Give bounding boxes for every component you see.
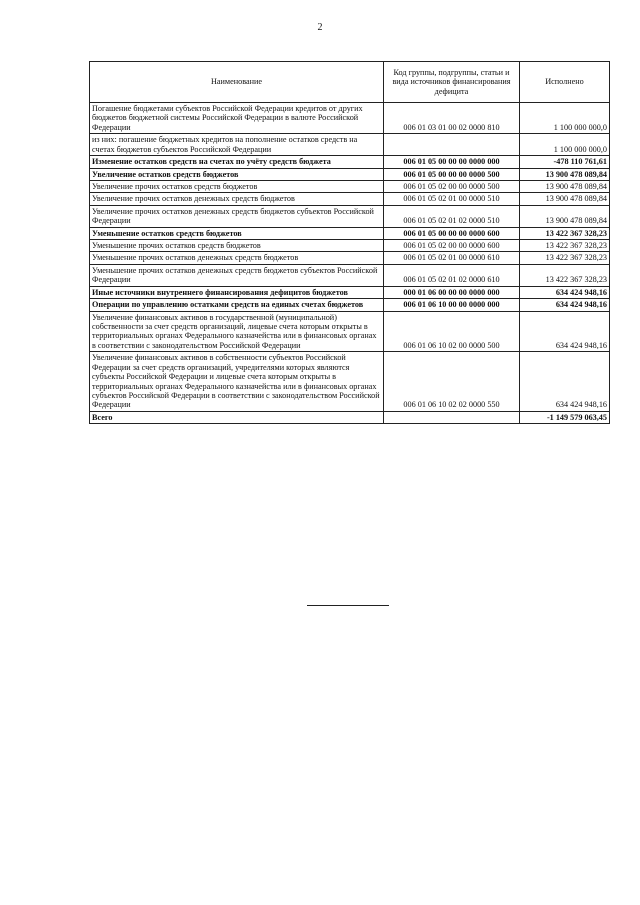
row-name: Увеличение прочих остатков денежных средств бюджетов субъектов Российской Федерации <box>90 205 384 227</box>
row-name: Иные источники внутреннего финансирования дефицитов бюджетов <box>90 286 384 298</box>
row-name: Увеличение финансовых активов в собственности субъектов Российской Федерации за счет средств организаций, учредителями которых являются субъекты Российской Федерации и лицевые счета которым открыты в территориальных органах Федерального казначейства или в финансовых органах субъектов Российской Федерации в соответствии с законодательством Российской Федерации <box>90 352 384 412</box>
table-row <box>90 227 610 239</box>
row-value: 13 900 478 089,84 <box>520 193 610 205</box>
row-value: 13 900 478 089,84 <box>520 205 610 227</box>
row-code <box>384 411 520 423</box>
table-row <box>90 205 610 227</box>
row-code: 006 01 06 10 00 00 0000 000 <box>384 299 520 311</box>
row-code: 006 01 05 00 00 00 0000 500 <box>384 168 520 180</box>
table-row <box>90 311 610 352</box>
row-value: -1 149 579 063,45 <box>520 411 610 423</box>
row-value: 13 422 367 328,23 <box>520 264 610 286</box>
table-row <box>90 193 610 205</box>
row-name: Уменьшение прочих остатков денежных средств бюджетов <box>90 252 384 264</box>
table-row <box>90 411 610 423</box>
signature-line <box>307 605 389 606</box>
row-code: 006 01 05 02 00 00 0000 600 <box>384 240 520 252</box>
row-name: Изменение остатков средств на счетах по учёту средств бюджета <box>90 156 384 168</box>
table-row <box>90 264 610 286</box>
row-value: 13 900 478 089,84 <box>520 180 610 192</box>
table-header-row <box>90 62 610 103</box>
row-name: Уменьшение прочих остатков средств бюджетов <box>90 240 384 252</box>
table-row <box>90 134 610 156</box>
row-name: Увеличение финансовых активов в государственной (муниципальной) собственности за счет средств организаций, лицевые счета которым открыты в территориальных органах Федерального казначейства или в финансовых органах в соответствии с законодательством Российской Федерации <box>90 311 384 352</box>
row-value: 634 424 948,16 <box>520 286 610 298</box>
table-row <box>90 352 610 412</box>
table-body <box>90 103 610 424</box>
row-code: 006 01 05 02 01 00 0000 610 <box>384 252 520 264</box>
row-code: 006 01 06 10 02 00 0000 500 <box>384 311 520 352</box>
table-row <box>90 299 610 311</box>
table-row <box>90 252 610 264</box>
row-value: 13 900 478 089,84 <box>520 168 610 180</box>
row-name: Уменьшение прочих остатков денежных средств бюджетов субъектов Российской Федерации <box>90 264 384 286</box>
row-name: Увеличение остатков средств бюджетов <box>90 168 384 180</box>
row-value: 634 424 948,16 <box>520 311 610 352</box>
header-code: Код группы, подгруппы, статьи и вида источников финансирования дефицита <box>384 62 520 103</box>
table-row <box>90 240 610 252</box>
header-value: Исполнено <box>520 62 610 103</box>
row-value: 634 424 948,16 <box>520 352 610 412</box>
row-value: 13 422 367 328,23 <box>520 240 610 252</box>
row-name: из них: погашение бюджетных кредитов на пополнение остатков средств на счетах бюджетов субъектов Российской Федерации <box>90 134 384 156</box>
row-value: -478 110 761,61 <box>520 156 610 168</box>
page-number: 2 <box>317 22 323 33</box>
row-code: 006 01 05 02 01 00 0000 510 <box>384 193 520 205</box>
row-code <box>384 134 520 156</box>
table-row <box>90 103 610 134</box>
budget-deficit-sources-table <box>89 61 610 424</box>
row-name: Увеличение прочих остатков средств бюджетов <box>90 180 384 192</box>
row-code: 006 01 03 01 00 02 0000 810 <box>384 103 520 134</box>
row-code: 006 01 05 00 00 00 0000 000 <box>384 156 520 168</box>
table-row <box>90 180 610 192</box>
row-name: Операции по управлению остатками средств на единых счетах бюджетов <box>90 299 384 311</box>
table-row <box>90 156 610 168</box>
row-name: Уменьшение остатков средств бюджетов <box>90 227 384 239</box>
row-value: 1 100 000 000,0 <box>520 134 610 156</box>
row-value: 1 100 000 000,0 <box>520 103 610 134</box>
row-code: 006 01 05 02 00 00 0000 500 <box>384 180 520 192</box>
row-value: 13 422 367 328,23 <box>520 252 610 264</box>
header-name: Наименование <box>90 62 384 103</box>
row-code: 006 01 05 02 01 02 0000 610 <box>384 264 520 286</box>
row-value: 634 424 948,16 <box>520 299 610 311</box>
row-name: Погашение бюджетами субъектов Российской Федерации кредитов от других бюджетов бюджетной системы Российской Федерации в валюте Российской Федерации <box>90 103 384 134</box>
row-value: 13 422 367 328,23 <box>520 227 610 239</box>
row-code: 006 01 06 10 02 02 0000 550 <box>384 352 520 412</box>
row-code: 006 01 05 00 00 00 0000 600 <box>384 227 520 239</box>
row-code: 006 01 05 02 01 02 0000 510 <box>384 205 520 227</box>
row-name: Увеличение прочих остатков денежных средств бюджетов <box>90 193 384 205</box>
table-row <box>90 286 610 298</box>
row-name: Всего <box>90 411 384 423</box>
row-code: 000 01 06 00 00 00 0000 000 <box>384 286 520 298</box>
table-row <box>90 168 610 180</box>
